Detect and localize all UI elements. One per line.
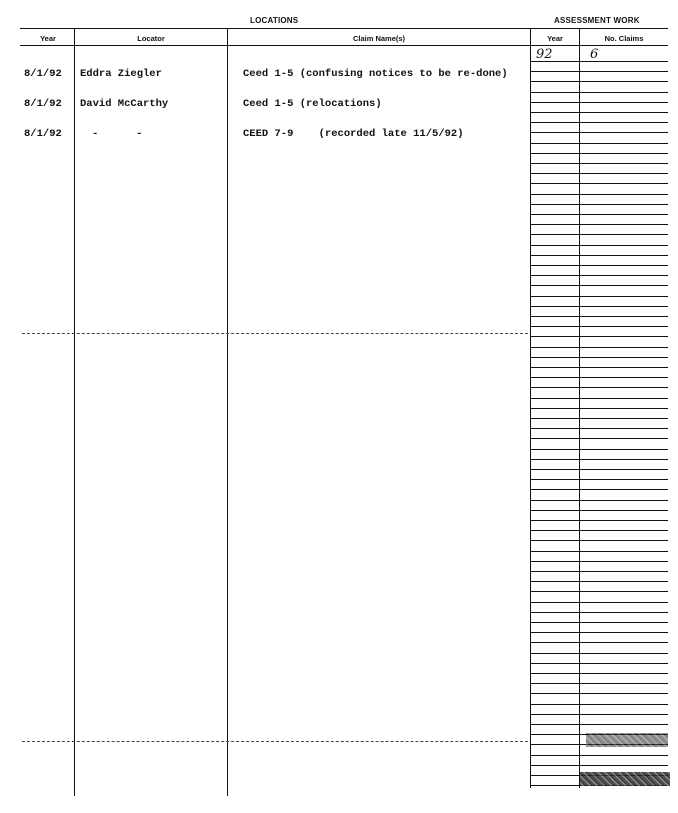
assessment-rule — [530, 653, 668, 654]
assessment-rule — [530, 143, 668, 144]
assessment-rule — [530, 173, 668, 174]
assessment-rule — [530, 724, 668, 725]
assessment-rule — [530, 642, 668, 643]
assessment-rule — [530, 755, 668, 756]
assessment-rule — [530, 683, 668, 684]
assessment-rule — [530, 92, 668, 93]
assessment-rule — [530, 489, 668, 490]
assessment-rule — [530, 387, 668, 388]
assessment-rule — [530, 316, 668, 317]
assessment-rule — [530, 673, 668, 674]
assessment-rule — [530, 561, 668, 562]
top-rule — [20, 28, 668, 29]
assessment-rule — [530, 336, 668, 337]
assessment-rule — [530, 398, 668, 399]
col-header-locator: Locator — [137, 34, 165, 43]
row-3-claims: CEED 7-9 (recorded late 11/5/92) — [243, 128, 464, 140]
col-divider-2 — [227, 28, 228, 796]
assessment-rule — [530, 132, 668, 133]
assessment-rule — [530, 275, 668, 276]
row-2-year: 8/1/92 — [24, 98, 62, 110]
assessment-rule — [530, 449, 668, 450]
assessment-rule — [530, 245, 668, 246]
row-2-claims: Ceed 1-5 (relocations) — [243, 98, 382, 110]
assessment-rule — [530, 571, 668, 572]
dashed-separator — [22, 333, 528, 334]
assessment-year-entry: 92 — [536, 47, 553, 62]
assessment-rule — [530, 285, 668, 286]
assessment-rule — [530, 428, 668, 429]
assessment-rule — [530, 581, 668, 582]
assessment-rule — [530, 551, 668, 552]
assessment-rule — [530, 306, 668, 307]
assessment-rule — [530, 459, 668, 460]
assessment-rule — [530, 540, 668, 541]
assessment-rule — [530, 632, 668, 633]
assessment-rule — [530, 693, 668, 694]
assessment-rule — [530, 602, 668, 603]
assessment-rule — [530, 194, 668, 195]
header-rule — [20, 45, 668, 46]
assessment-rule — [530, 163, 668, 164]
assessment-rule — [530, 704, 668, 705]
assessment-work-header: ASSESSMENT WORK — [554, 16, 640, 25]
assessment-rule — [530, 347, 668, 348]
assessment-rule — [530, 663, 668, 664]
row-2-locator: David McCarthy — [80, 98, 169, 110]
assessment-rule — [530, 377, 668, 378]
row-1-year: 8/1/92 — [24, 68, 62, 80]
assessment-rule — [530, 612, 668, 613]
assessment-rule — [530, 469, 668, 470]
assessment-claims-entry: 6 — [590, 47, 599, 62]
assessment-rule — [530, 255, 668, 256]
row-1-locator: Eddra Ziegler — [80, 68, 162, 80]
assessment-rule — [530, 765, 668, 766]
row-3-locator: - - — [92, 128, 143, 140]
assessment-rule — [530, 510, 668, 511]
assessment-rule — [530, 81, 668, 82]
assessment-rule — [530, 265, 668, 266]
assessment-rule — [530, 357, 668, 358]
row-1-claims: Ceed 1-5 (confusing notices to be re-done) — [243, 68, 508, 80]
assessment-rule — [530, 326, 668, 327]
assessment-rule — [530, 530, 668, 531]
locations-header: LOCATIONS — [250, 16, 299, 25]
assessment-rule — [530, 224, 668, 225]
col-header-claim-names: Claim Name(s) — [352, 34, 406, 43]
assessment-rule — [530, 122, 668, 123]
assessment-rule — [530, 622, 668, 623]
col-header-assessment-year: Year — [547, 34, 563, 43]
assessment-rule — [530, 591, 668, 592]
assessment-rule — [530, 71, 668, 72]
assessment-rule — [530, 500, 668, 501]
col-divider-1 — [74, 28, 75, 796]
assessment-rule — [530, 479, 668, 480]
assessment-rule — [530, 204, 668, 205]
assessment-rule — [530, 408, 668, 409]
assessment-rule — [530, 112, 668, 113]
assessment-rule — [530, 183, 668, 184]
assessment-rule — [530, 102, 668, 103]
assessment-rule — [530, 438, 668, 439]
assessment-rule — [530, 714, 668, 715]
dashed-separator-lower — [22, 741, 528, 742]
scan-smudge-dark — [580, 772, 670, 786]
assessment-rule — [530, 296, 668, 297]
assessment-rule — [530, 418, 668, 419]
col-header-year: Year — [40, 34, 56, 43]
col-header-no-claims: No. Claims — [604, 34, 644, 43]
assessment-rule — [530, 367, 668, 368]
assessment-rule — [530, 234, 668, 235]
scan-smudge — [586, 733, 668, 747]
row-3-year: 8/1/92 — [24, 128, 62, 140]
assessment-rule — [530, 520, 668, 521]
assessment-rule — [530, 153, 668, 154]
assessment-rule — [530, 214, 668, 215]
